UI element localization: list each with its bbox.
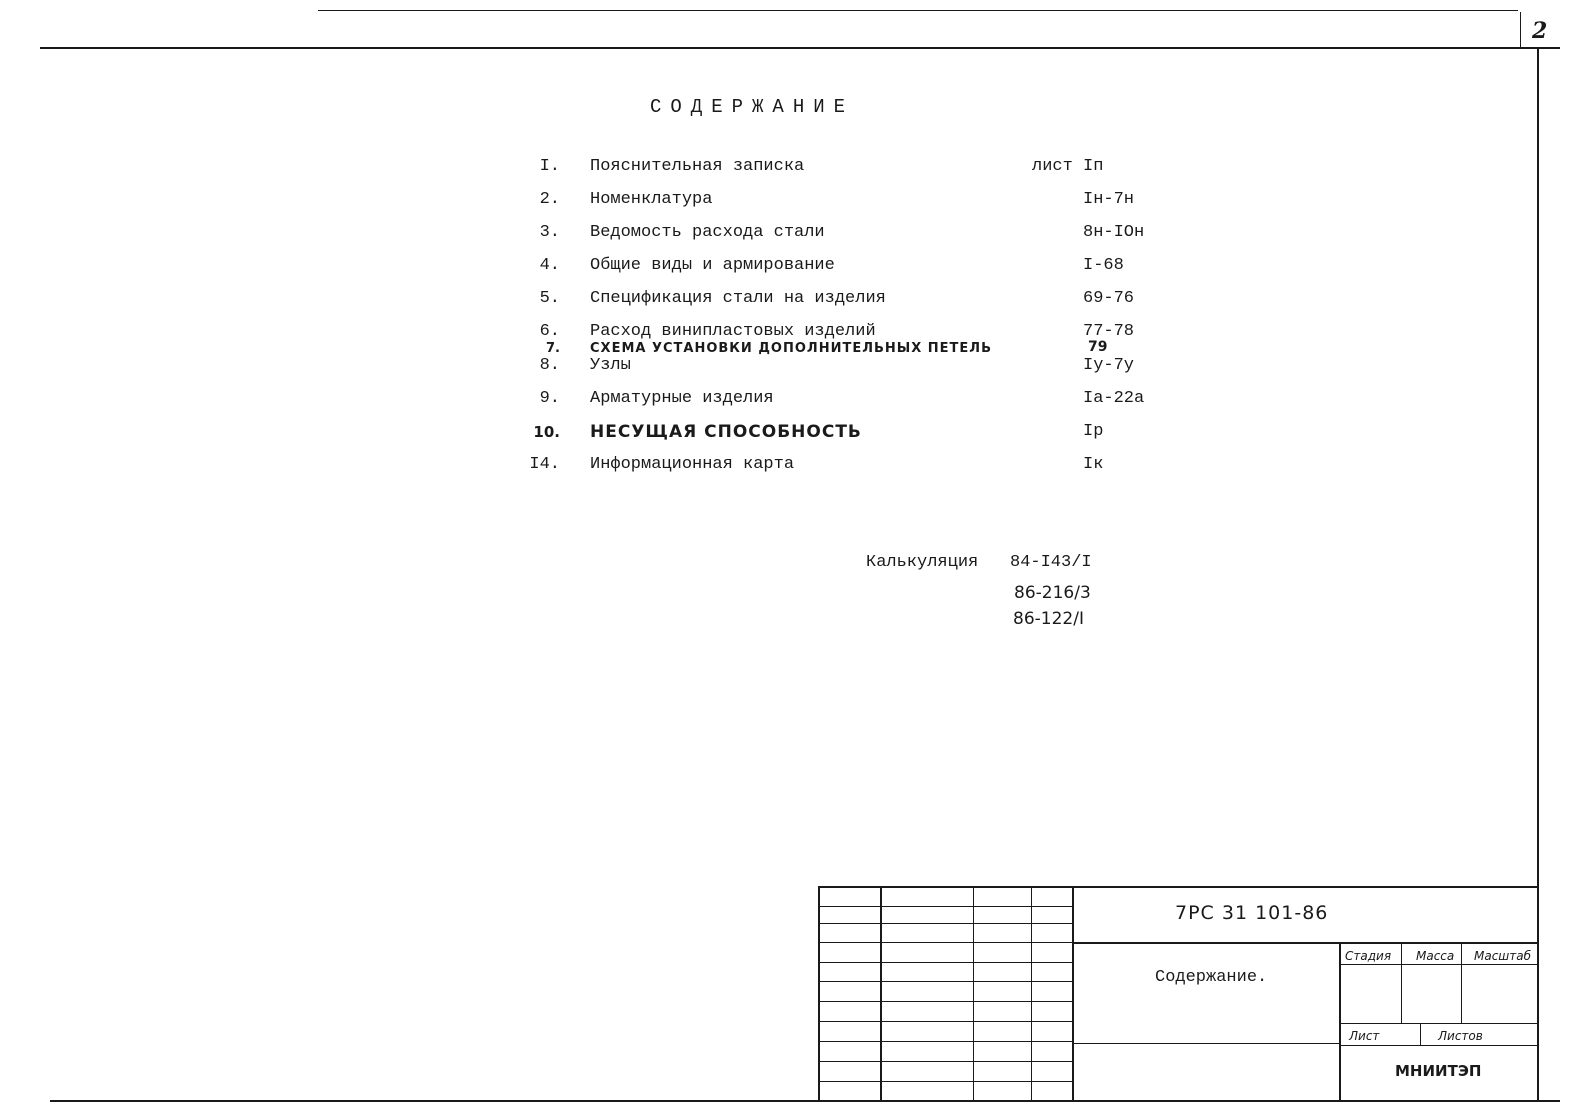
stage-label: Стадия [1345, 949, 1392, 963]
toc-item-number: 4. [539, 256, 560, 275]
toc-item-sheet: Iн-7н [1083, 190, 1135, 209]
toc-item-sheet: Iа-22а [1083, 389, 1145, 408]
toc-item-text: НЕСУЩАЯ СПОСОБНОСТЬ [590, 422, 862, 442]
page-number-box-left [1520, 12, 1521, 47]
toc-item-text: Общие виды и армирование [590, 256, 835, 275]
grid-vline [1072, 886, 1074, 1101]
title-block-vline [1339, 942, 1341, 1101]
toc-item-number: 6. [539, 322, 560, 341]
toc-item-number: I4. [529, 455, 560, 474]
title-block-hline [1074, 1043, 1340, 1044]
grid-row [820, 906, 1072, 907]
title-block-top-line [818, 886, 1538, 888]
toc-item-sheet: 8н-IOн [1083, 223, 1145, 242]
toc-item-sheet: I-68 [1083, 256, 1124, 275]
grid-row [820, 942, 1072, 943]
stage-col-line [1461, 942, 1462, 1024]
grid-row [820, 962, 1072, 963]
document-code: 7РС 31 101-86 [1175, 902, 1329, 924]
sheet-label: Лист [1349, 1029, 1380, 1043]
toc-item-sheet: 77-78 [1083, 322, 1135, 341]
sheet-row-line [1339, 1023, 1538, 1024]
grid-row [820, 1021, 1072, 1022]
grid-row [820, 1061, 1072, 1062]
toc-item-number: 2. [539, 190, 560, 209]
toc-item-text: Узлы [590, 356, 631, 375]
grid-row [820, 1041, 1072, 1042]
calculation-ref: 86-122/I [1013, 609, 1084, 629]
toc-item-sheet: Iу-7у [1083, 356, 1135, 375]
toc-title: СОДЕРЖАНИЕ [650, 96, 855, 118]
grid-row [820, 1001, 1072, 1002]
bottom-frame-line [50, 1100, 1560, 1102]
grid-vline [880, 886, 882, 1101]
toc-item-text: Информационная карта [590, 455, 795, 474]
page-number: 2 [1532, 18, 1548, 44]
toc-item-text: Номенклатура [590, 190, 713, 209]
grid-row [820, 923, 1072, 924]
toc-item-number: 7. [546, 341, 560, 356]
toc-sheet-prefix: лист [1032, 157, 1073, 176]
grid-vline [1031, 886, 1032, 1101]
mass-label: Масса [1416, 949, 1455, 963]
calculation-ref: 86-216/3 [1014, 583, 1091, 603]
toc-item-text: Арматурные изделия [590, 389, 774, 408]
toc-item-number: 8. [539, 356, 560, 375]
toc-item-text: Спецификация стали на изделия [590, 289, 886, 308]
toc-item-text: СХЕМА УСТАНОВКИ ДОПОЛНИТЕЛЬНЫХ ПЕТЕЛЬ [590, 341, 993, 356]
calculation-label: Калькуляция [866, 553, 979, 572]
toc-item-text: Расход винипластовых изделий [590, 322, 876, 341]
sheet-row-line [1339, 1045, 1538, 1046]
toc-item-number: 3. [539, 223, 560, 242]
toc-item-sheet: 79 [1088, 339, 1108, 355]
top-frame-line [40, 47, 1560, 49]
stage-col-line [1401, 942, 1402, 1024]
top-border-line [318, 10, 1518, 11]
toc-item-sheet: 69-76 [1083, 289, 1135, 308]
toc-item-sheet: Iк [1083, 455, 1104, 474]
organization-name: МНИИТЭП [1395, 1062, 1482, 1080]
document-name: Содержание. [1155, 968, 1268, 987]
scale-label: Масштаб [1474, 949, 1532, 963]
stage-row-line [1339, 964, 1538, 965]
toc-item-sheet: Iр [1083, 422, 1104, 441]
sheets-count-label: Листов [1438, 1029, 1483, 1043]
toc-item-text: Пояснительная записка [590, 157, 805, 176]
toc-item-number: 5. [539, 289, 560, 308]
sheet-col-line [1420, 1023, 1421, 1045]
toc-item-text: Ведомость расхода стали [590, 223, 825, 242]
grid-vline [973, 886, 974, 1101]
grid-row [820, 981, 1072, 982]
toc-item-number: 10. [533, 423, 560, 441]
title-block-left-line [818, 886, 820, 1101]
toc-item-number: I. [539, 157, 560, 176]
title-block-hline [1074, 942, 1538, 944]
toc-item-sheet: Iп [1083, 157, 1104, 176]
toc-item-number: 9. [539, 389, 560, 408]
calculation-ref: 84-I43/I [1010, 553, 1092, 572]
grid-row [820, 1081, 1072, 1082]
